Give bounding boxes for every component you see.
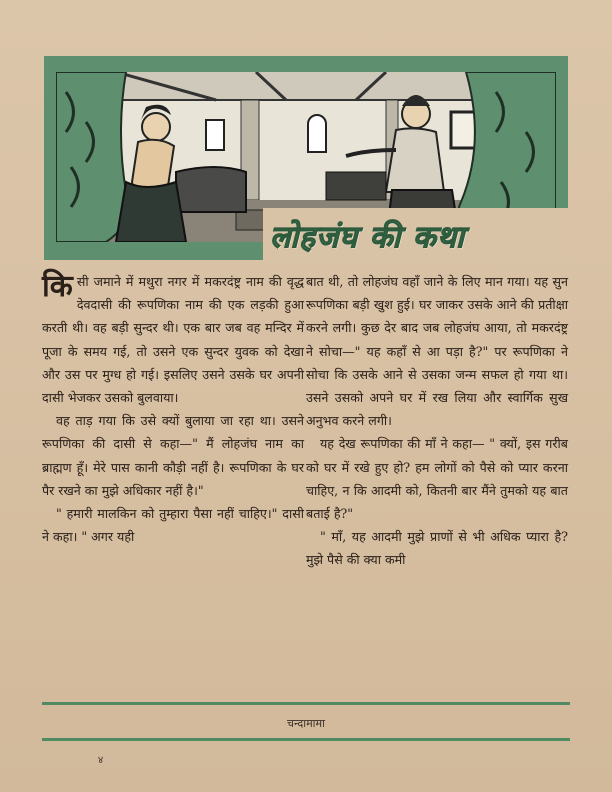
left-column	[42, 270, 304, 548]
paragraph: " हमारी मालकिन को तुम्हारा पैसा नहीं चाहिए।" दासी ने कहा। " अगर यही	[42, 506, 304, 545]
page-number: ४	[98, 755, 104, 766]
paragraph: बात थी, तो लोहजंघ वहाँ जाने के लिए मान गया। यह सुन रूपणिका बड़ी खुश हुई। घर जाकर उसके आने की प्रतीक्षा करने लगी। कुछ देर बाद जब लोहजंघ आया, तो मकरदंष्ट्र ने सोचा—" यह कहाँ से आ पड़ा है?" पर रूपणिका ने सोचा कि उसके आने से उसका जन्म सफल हो गया था। उसने उसको अपने घर में रख लिया और स्वार्गिक सुख अनुभव करने लगी।	[306, 274, 568, 429]
footer-rule-bottom	[42, 738, 570, 741]
paragraph: " माँ, यह आदमी मुझे प्राणों से भी अधिक प्यारा है? मुझे पैसे की क्या कमी	[306, 529, 568, 568]
drop-cap: कि	[42, 269, 73, 304]
magazine-name: चन्दामामा	[287, 717, 325, 730]
footer-rule-top	[42, 702, 570, 705]
right-column	[306, 270, 568, 572]
paragraph: यह देख रूपणिका की माँ ने कहा— " क्यों, इस गरीब को घर में रखे हुए हो? हम लोगों को पैसे को प्यार करना चाहिए, न कि आदमी को, कितनी बार मैंने तुमको यह बात बताई है?"	[306, 436, 568, 522]
paragraph: वह ताड़ गया कि उसे क्यों बुलाया जा रहा था। उसने रूपणिका की दासी से कहा—" मैं लोहजंघ नाम का ब्राह्मण हूँ। मेरे पास कानी कौड़ी नहीं है। रूपणिका के घर पैर रखने का मुझे अधिकार नहीं है।"	[42, 413, 304, 498]
story-title: लोहजंघ की कथा	[270, 220, 465, 255]
paragraph: किसी जमाने में मथुरा नगर में मकरदंष्ट्र नाम की वृद्ध देवदासी की रूपणिका नाम की एक लड़की हुआ करती थी। वह बड़ी सुन्दर थी। एक बार जब वह मन्दिर में पूजा के समय गई, तो उसने एक सुन्दर युवक को देखा और उस पर मुग्ध हो गई। इसलिए उसने उसके घर अपनी दासी भेजकर उसको बुलवाया।	[42, 269, 304, 406]
